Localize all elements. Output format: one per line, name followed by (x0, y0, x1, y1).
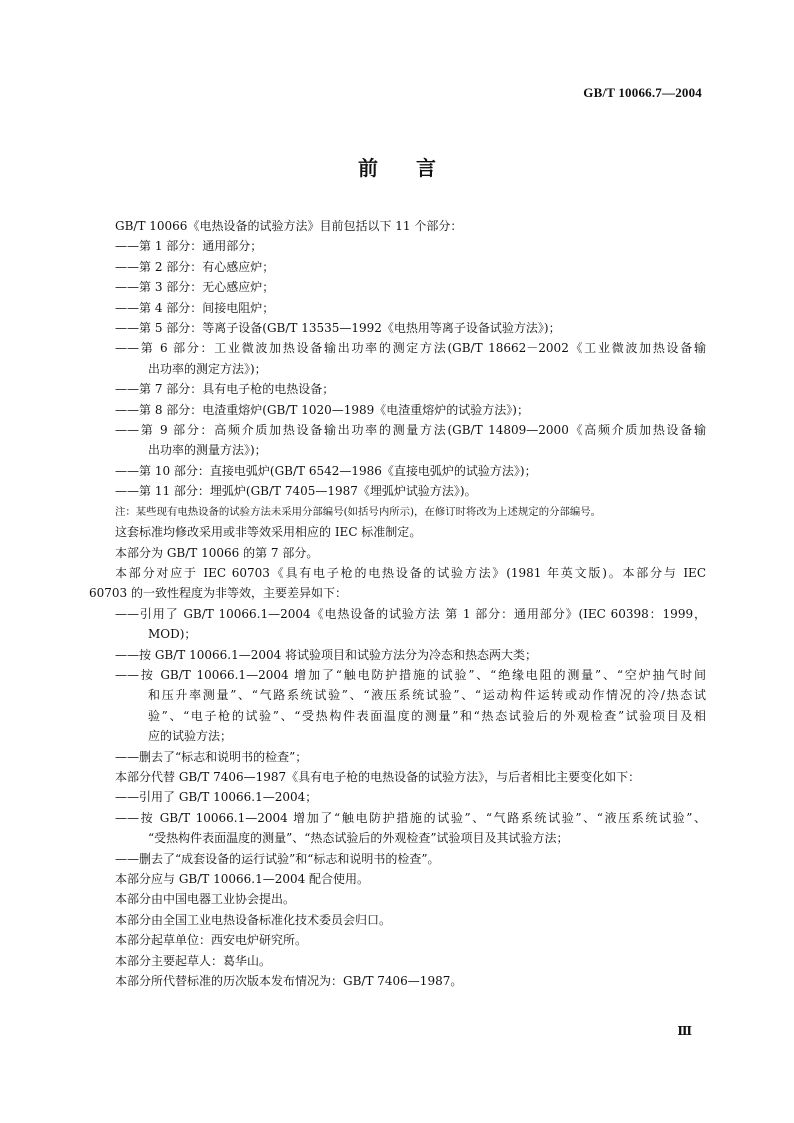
text-line: ——第 7 部分：具有电子枪的电热设备； (115, 382, 335, 397)
text-line: 本部分由中国电器工业协会提出。 (115, 892, 296, 907)
text-line: 出功率的测量方法》)； (148, 443, 267, 458)
text-line: 本部分为 GB/T 10066 的第 7 部分。 (115, 545, 319, 560)
text-line: ——第 2 部分：有心感应炉； (115, 259, 275, 274)
text-line: ——引用了 GB/T 10066.1—2004； (115, 790, 318, 805)
foreword-body (89, 216, 706, 991)
text-line: 这套标准均修改采用或非等效采用相应的 IEC 标准制定。 (115, 525, 422, 540)
text-line: ——第 11 部分：埋弧炉(GB/T 7405—1987《埋弧炉试验方法》)。 (115, 484, 477, 499)
text-line: 应的试验方法； (148, 729, 233, 744)
text-line: 本部分由全国工业电热设备标准化技术委员会归口。 (115, 912, 392, 927)
text-line: ——按 GB/T 10066.1—2004 增加了“触电防护措施的试验”、“绝缘电阻的测量”、“空炉抽气时间 (115, 667, 706, 682)
text-line: 本部分主要起草人：葛华山。 (115, 953, 272, 968)
text-line: 本部分对应于 IEC 60703《具有电子枪的电热设备的试验方法》(1981 年英文版)。本部分与 IEC (115, 565, 706, 580)
text-line: 和压升率测量”、“气路系统试验”、“液压系统试验”、“运动构件运转或动作情况的冷/热态试 (148, 688, 706, 703)
text-line: ——第 3 部分：无心感应炉； (115, 280, 275, 295)
text-line: “受热构件表面温度的测量”、“热态试验后的外观检查”试验项目及其试验方法； (148, 831, 569, 846)
text-line: 出功率的测定方法》)； (148, 361, 267, 376)
text-line: GB/T 10066《电热设备的试验方法》目前包括以下 11 个部分： (115, 219, 463, 233)
text-line: 注：某些现有电热设备的试验方法未采用分部编号(如括号内所示)，在修订时将改为上述规定的分部编号。 (115, 505, 602, 518)
text-line: ——第 5 部分：等离子设备(GB/T 13535—1992《电热用等离子设备试验方法》)； (115, 321, 561, 336)
text-line: MOD)； (148, 627, 197, 642)
text-line: ——删去了“成套设备的运行试验”和“标志和说明书的检查”。 (115, 851, 440, 866)
page-title: 前言 (358, 156, 474, 180)
text-line: ——第 8 部分：电渣重熔炉(GB/T 1020—1989《电渣重熔炉的试验方法》)； (115, 402, 529, 417)
text-line: 验”、“电子枪的试验”、“受热构件表面温度的测量”和“热态试验后的外观检查”试验项目及相 (148, 708, 706, 723)
text-line: 本部分代替 GB/T 7406—1987《具有电子枪的电热设备的试验方法》，与后者相比主要变化如下： (115, 769, 641, 784)
text-line: ——删去了“标志和说明书的检查”； (115, 749, 308, 764)
text-line: ——第 9 部分：高频介质加热设备输出功率的测量方法(GB/T 14809—2000《高频介质加热设备输 (115, 423, 706, 438)
standard-code: GB/T 10066.7—2004 (583, 85, 702, 100)
text-line: 60703 的一致性程度为非等效，主要差异如下： (89, 586, 347, 601)
text-line: ——第 6 部分：工业微波加热设备输出功率的测定方法(GB/T 18662－2002《工业微波加热设备输 (115, 341, 706, 356)
page-number: Ⅲ (677, 1024, 692, 1038)
text-line: ——第 4 部分：间接电阻炉； (115, 300, 275, 315)
text-line: 本部分应与 GB/T 10066.1—2004 配合使用。 (115, 872, 370, 886)
text-line: 本部分起草单位：西安电炉研究所。 (115, 933, 308, 948)
text-line: 本部分所代替标准的历次版本发布情况为：GB/T 7406—1987。 (115, 974, 463, 989)
text-line: ——第 1 部分：通用部分； (115, 239, 263, 254)
text-line: ——按 GB/T 10066.1—2004 增加了“触电防护措施的试验”、“气路系统试验”、“液压系统试验”、 (115, 810, 706, 825)
text-line: ——第 10 部分：直接电弧炉(GB/T 6542—1986《直接电弧炉的试验方法》)； (115, 463, 537, 478)
text-line: ——按 GB/T 10066.1—2004 将试验项目和试验方法分为冷态和热态两大类； (115, 647, 538, 662)
text-line: ——引用了 GB/T 10066.1—2004《电热设备的试验方法 第 1 部分：通用部分》(IEC 60398：1999， (115, 606, 706, 621)
